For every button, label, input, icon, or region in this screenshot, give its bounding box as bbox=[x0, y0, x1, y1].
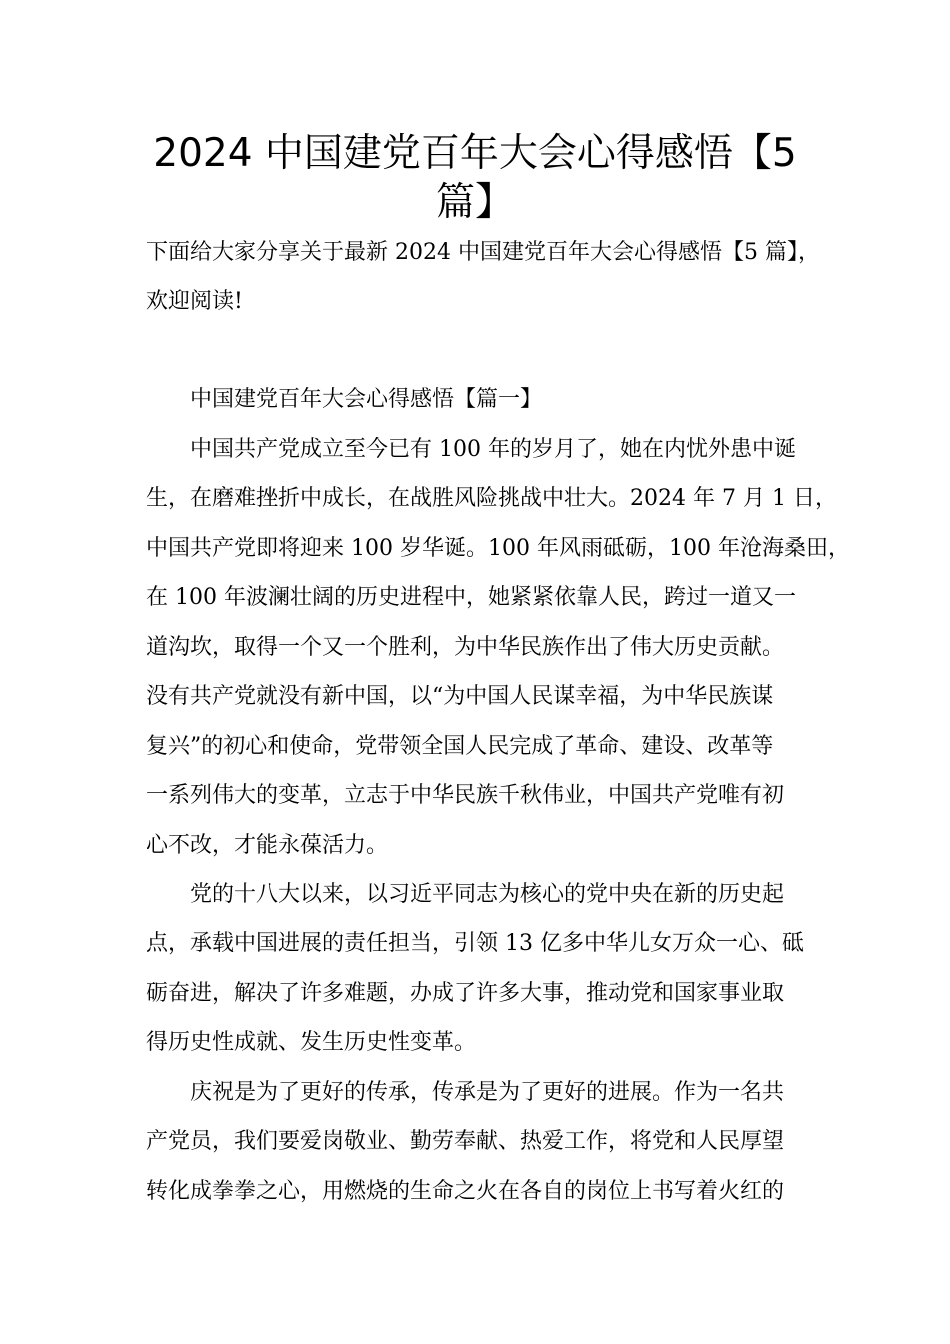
paragraph-1-line: 道沟坎，取得一个又一个胜利，为中华民族作出了伟大历史贡献。 bbox=[146, 635, 785, 660]
paragraph-1-line: 中国共产党成立至今已有 100 年的岁月了，她在内忧外患中诞 bbox=[190, 437, 796, 462]
paragraph-2-line: 砺奋进，解决了许多难题，办成了许多大事，推动党和国家事业取 bbox=[146, 981, 785, 1006]
paragraph-1-line: 在 100 年波澜壮阔的历史进程中，她紧紧依靠人民，跨过一道又一 bbox=[146, 585, 796, 610]
paragraph-1-line: 生，在磨难挫折中成长，在战胜风险挑战中壮大。2024 年 7 月 1 日， bbox=[146, 486, 837, 511]
document-title-line-1: 2024 中国建党百年大会心得感悟【5 bbox=[153, 131, 797, 176]
paragraph-1-line: 中国共产党即将迎来 100 岁华诞。100 年风雨砥砺，100 年沧海桑田， bbox=[146, 536, 850, 561]
paragraph-2-line: 点，承载中国进展的责任担当，引领 13 亿多中华儿女万众一心、砥 bbox=[146, 931, 804, 956]
paragraph-1-line: 一系列伟大的变革，立志于中华民族千秋伟业，中国共产党唯有初 bbox=[146, 783, 785, 808]
document-title-line-2: 篇】 bbox=[435, 180, 514, 225]
intro-line-2: 欢迎阅读! bbox=[146, 289, 243, 314]
paragraph-3-line: 转化成拳拳之心，用燃烧的生命之火在各自的岗位上书写着火红的 bbox=[146, 1179, 785, 1204]
paragraph-1-line: 没有共产党就没有新中国，以“为中国人民谋幸福，为中华民族谋 bbox=[146, 684, 774, 709]
paragraph-3-line: 庆祝是为了更好的传承，传承是为了更好的进展。作为一名共 bbox=[190, 1080, 785, 1105]
paragraph-1-line: 心不改，才能永葆活力。 bbox=[146, 833, 389, 858]
intro-line-1: 下面给大家分享关于最新 2024 中国建党百年大会心得感悟【5 篇】， bbox=[146, 240, 820, 265]
paragraph-2-line: 得历史性成就、发生历史性变革。 bbox=[146, 1030, 477, 1055]
paragraph-2-line: 党的十八大以来，以习近平同志为核心的党中央在新的历史起 bbox=[190, 882, 785, 907]
paragraph-3-line: 产党员，我们要爱岗敬业、勤劳奉献、热爱工作，将党和人民厚望 bbox=[146, 1129, 785, 1154]
paragraph-1-line: 复兴”的初心和使命，党带领全国人民完成了革命、建设、改革等 bbox=[146, 734, 774, 759]
section-heading: 中国建党百年大会心得感悟【篇一】 bbox=[190, 387, 543, 412]
